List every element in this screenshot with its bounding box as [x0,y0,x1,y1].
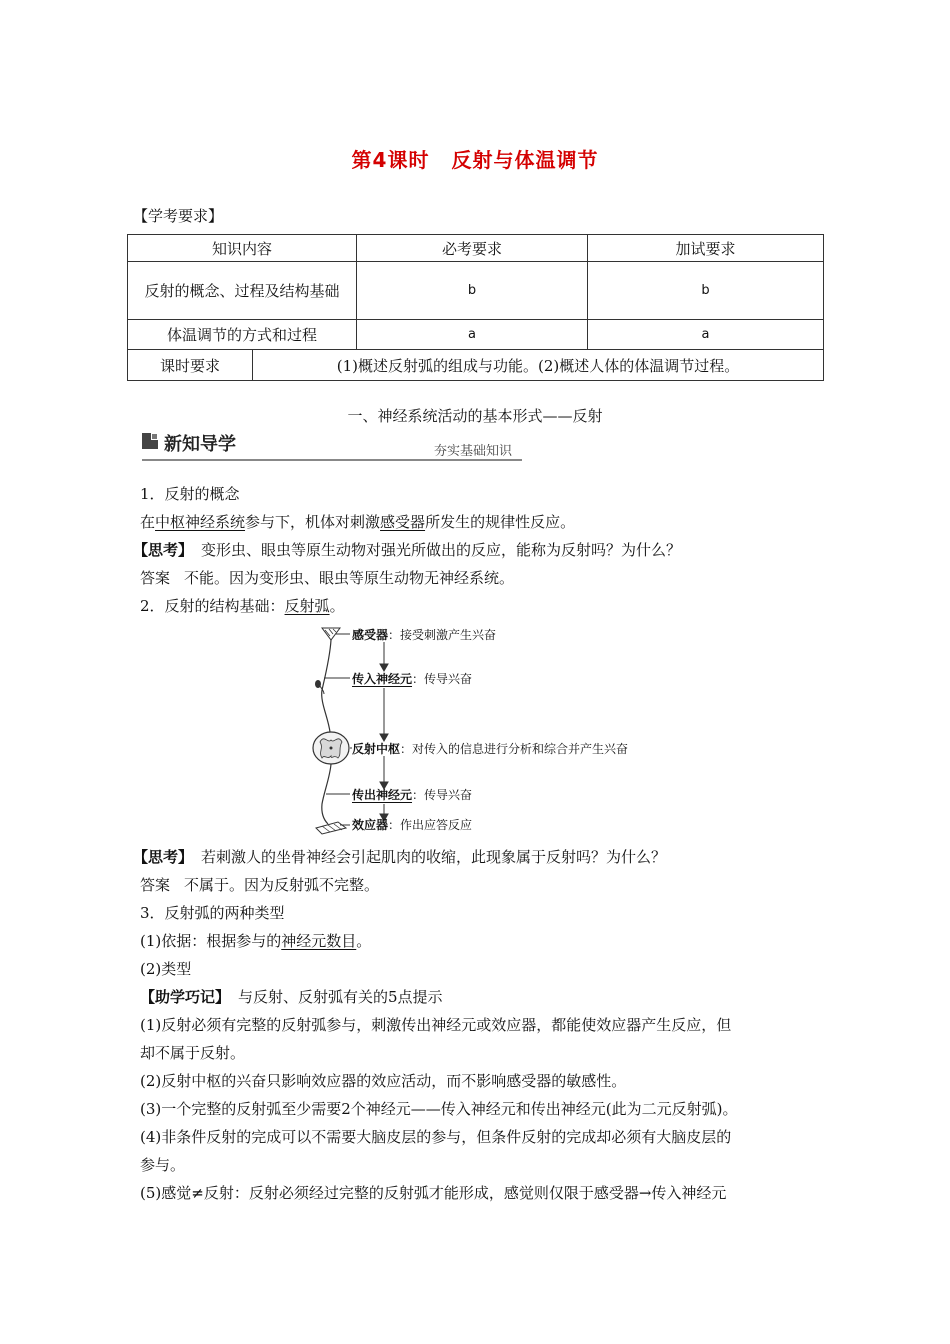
row-required: a [357,320,588,350]
underlined-term: 感受器 [380,513,426,531]
p3-heading: 3．反射弧的两种类型 [140,904,285,922]
header-required: 必考要求 [357,235,588,262]
diagram-desc: ：传导兴奋 [412,672,473,686]
diagram-center [352,740,628,757]
p2 [140,596,345,616]
page-title [0,144,950,173]
table-row [128,350,824,381]
row-extra: a [588,320,824,350]
diagram-desc: ：对传入的信息进行分析和综合并产生兴奋 [400,742,629,756]
row-content: 体温调节的方式和过程 [128,320,357,350]
think-label: 【思考】 [133,848,194,866]
tip-line: 却不属于反射。 [140,1044,246,1062]
p1-text [140,512,575,532]
lesson-requirements-table [127,349,824,381]
text-part: 。 [356,932,372,950]
requirements-table [127,234,824,350]
diagram-efferent [352,786,472,803]
answer-label: 答案 [140,569,171,587]
answer2 [140,875,379,895]
spinal-cord-icon [313,732,349,764]
diagram-afferent [352,670,472,687]
diagram-desc: ：接受刺激产生兴奋 [388,628,497,642]
diagram-desc: ：传导兴奋 [412,788,473,802]
afferent-nerve-line [322,640,331,732]
header-extra: 加试要求 [588,235,824,262]
p3-basis [140,931,371,951]
diagram-desc: ：作出应答反应 [388,818,473,832]
underlined-term: 中枢神经系统 [155,513,246,531]
p2-heading: 2．反射的结构基础： [140,597,285,615]
tip-line: (2)反射中枢的兴奋只影响效应器的效应活动，而不影响感受器的敏感性。 [140,1072,627,1090]
banner-underline [142,459,522,461]
tip-line: (4)非条件反射的完成可以不需要大脑皮层的参与，但条件反射的完成却必须有大脑皮层的 [140,1128,732,1146]
lesson-number: 第4课时 [351,148,430,172]
diagram-term: 反射中枢 [352,742,401,756]
underlined-term: 神经元数目 [281,932,357,950]
row-content: 反射的概念、过程及结构基础 [128,262,357,320]
text-part: 所发生的规律性反应。 [425,513,576,531]
think-label: 【思考】 [133,541,194,559]
answer1 [140,568,514,588]
tips-heading [140,987,443,1007]
answer-label: 答案 [140,876,171,894]
effector-icon [316,822,346,834]
text-part: (1)依据：根据参与的 [140,932,282,950]
diagram-effector [352,816,472,833]
diagram-term: 传出神经元 [352,788,413,802]
lesson-label: 课时要求 [128,350,253,381]
banner-subtitle: 夯实基础知识 [434,444,513,459]
table-header-row [128,235,824,262]
table-row [128,320,824,350]
row-extra: b [588,262,824,320]
tip-line: (1)反射必须有完整的反射弧参与，刺激传出神经元或效应器，都能使效应器产生反应，但 [140,1016,732,1034]
banner-title: 新知导学 [164,434,236,455]
requirements-heading: 【学考要求】 [133,207,224,225]
think-text: 变形虫、眼虫等原生动物对强光所做出的反应，能称为反射吗？为什么？ [201,541,682,559]
tips-label: 【助学巧记】 [140,988,231,1006]
p1-heading: 1．反射的概念 [140,485,240,503]
tip-line: (3)一个完整的反射弧至少需要2个神经元——传入神经元和传出神经元(此为二元反射弧)。 [140,1100,738,1118]
banner-square-icon [142,433,158,449]
diagram-receptor [352,626,496,643]
text-part: 在 [140,513,156,531]
lesson-text: (1)概述反射弧的组成与功能。(2)概述人体的体温调节过程。 [253,350,824,381]
underlined-term: 反射弧 [284,597,330,615]
diagram-term: 感受器 [352,628,389,642]
diagram-term: 传入神经元 [352,672,413,686]
diagram-term: 效应器 [352,818,389,832]
lesson-topic: 反射与体温调节 [451,148,599,172]
tips-title: 与反射、反射弧有关的5点提示 [238,988,443,1006]
text-part: 。 [329,597,345,615]
header-content: 知识内容 [128,235,357,262]
text-part: 参与下，机体对刺激 [245,513,381,531]
reflex-arc-diagram [300,622,660,838]
tip-line: 参与。 [140,1156,186,1174]
answer-text: 不能。因为变形虫、眼虫等原生动物无神经系统。 [184,569,515,587]
row-required: b [357,262,588,320]
answer-text: 不属于。因为反射弧不完整。 [184,876,380,894]
think2 [133,847,666,867]
think1 [133,540,681,560]
section-title: 一、神经系统活动的基本形式——反射 [347,407,603,425]
table-row [128,262,824,320]
think-text: 若刺激人的坐骨神经会引起肌肉的收缩，此现象属于反射吗？为什么？ [201,848,667,866]
tip-line: (5)感觉≠反射：反射必须经过完整的反射弧才能形成，感觉则仅限于感受器→传入神经元 [140,1184,727,1202]
p3-types: (2)类型 [140,960,192,978]
